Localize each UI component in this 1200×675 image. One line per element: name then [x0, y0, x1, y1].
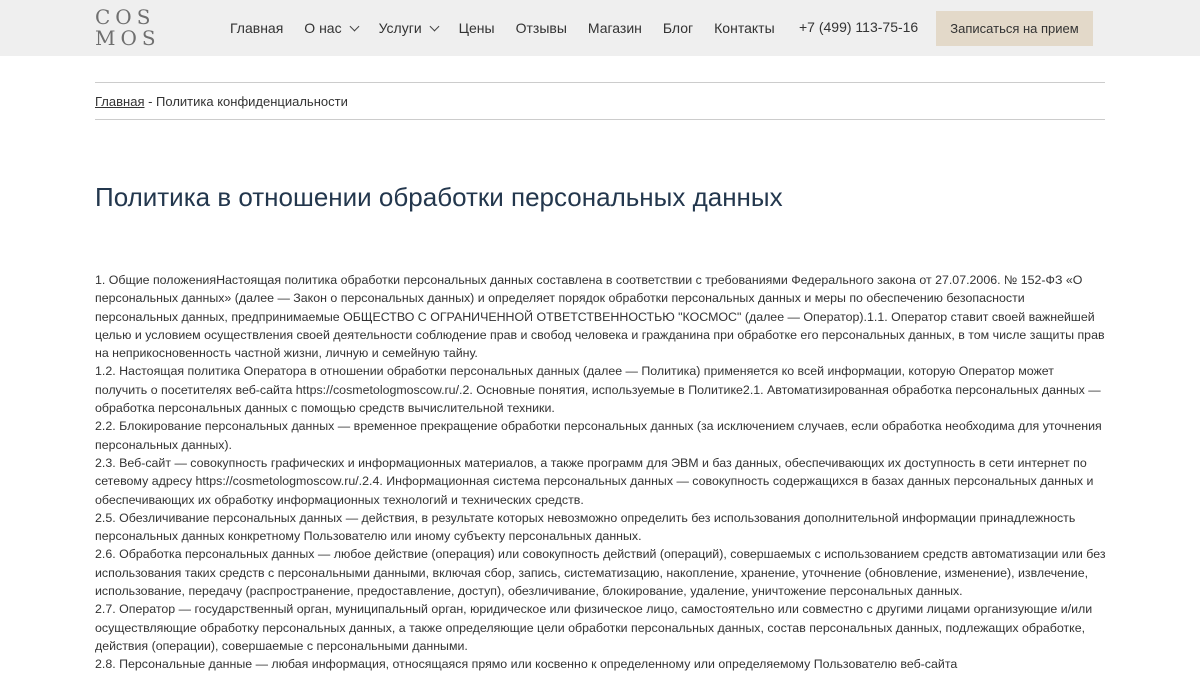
nav-item-reviews[interactable] [516, 20, 567, 36]
nav-item-label: Главная [230, 20, 284, 36]
nav-item-shop[interactable] [588, 20, 642, 36]
policy-paragraph: 2.5. Обезличивание персональных данных — действия, в результате которых невозможно определить без использования дополнительной информации принадлежность персональных данных конкретному Пользователю или иному субъекту персональных данных. [95, 510, 1076, 544]
nav-item-services[interactable] [379, 20, 438, 36]
page-title: Политика в отношении обработки персональных данных [95, 182, 783, 212]
policy-paragraph: 2.3. Веб-сайт — совокупность графических и информационных материалов, а также программ для ЭВМ и баз данных, обеспечивающих их доступность в сети интернет по сетевому адресу https://cosmetologmoscow.ru/.2.4. Информационная система персональных данных — совокупность содержащихся в базах данных персональных данных и обеспечивающих их обработку информационных технологий и технических средств. [95, 455, 1094, 507]
policy-paragraph: 1.2. Настоящая политика Оператора в отношении обработки персональных данных (далее — Политика) применяется ко всей информации, которую Оператор может получить о посетителях веб-сайта https://cosmetologmoscow.ru/.2. Основные понятия, используемые в Политике2.1. Автоматизированная обработка персональных данных — обработка персональных данных с помощью средств вычислительной техники. [95, 364, 1101, 416]
breadcrumb [95, 94, 348, 109]
logo-top-text: COS [95, 5, 156, 29]
site-header [0, 0, 1200, 56]
breadcrumb-divider-bottom [95, 119, 1105, 120]
main-nav [230, 0, 796, 56]
logo-bottom-text: MOS [95, 26, 161, 50]
nav-item-label: Цены [458, 20, 495, 36]
nav-item-blog[interactable] [663, 20, 693, 36]
breadcrumb-home-link[interactable]: Главная [95, 94, 145, 109]
breadcrumb-divider-top [95, 82, 1105, 83]
phone-link[interactable]: +7 (499) 113-75-16 [799, 19, 919, 35]
cosmos-logo[interactable] [95, 7, 161, 49]
book-appointment-button[interactable]: Записаться на прием [936, 11, 1093, 46]
policy-content [95, 271, 1107, 674]
chevron-down-icon [349, 21, 359, 31]
breadcrumb-separator: - [144, 94, 157, 109]
policy-paragraph: 2.8. Персональные данные — любая информация, относящаяся прямо или косвенно к определенному или определяемому Пользователю веб-сайта [95, 657, 958, 672]
chevron-down-icon [429, 21, 439, 31]
nav-item-label: Отзывы [515, 20, 567, 36]
policy-paragraph: 2.6. Обработка персональных данных — любое действие (операция) или совокупность действий (операций), совершаемых с использованием средств автоматизации или без использования таких средств с персональными данными, включая сбор, запись, систематизацию, накопление, хранение, уточнение (обновление, изменение), извлечение, использование, передачу (распространение, предоставление, доступ), обезличивание, блокирование, удаление, уничтожение персональных данных. [95, 547, 1106, 599]
nav-item-prices[interactable] [459, 20, 495, 36]
nav-item-label: Контакты [714, 20, 775, 36]
policy-paragraph: 2.7. Оператор — государственный орган, муниципальный орган, юридическое или физическое лицо, самостоятельно или совместно с другими лицами организующие и/или осуществляющие обработку персональных данных, а также определяющие цели обработки персональных данных, состав персональных данных, подлежащих обработке, действия (операции), совершаемые с персональными данными. [95, 602, 1093, 653]
policy-paragraph: 1. Общие положенияНастоящая политика обработки персональных данных составлена в соответствии с требованиями Федерального закона от 27.07.2006. № 152-ФЗ «О персональных данных» (далее — Закон о персональных данных) и определяет порядок обработки персональных данных и меры по обеспечению безопасности персональных данных, предпринимаемые ОБЩЕСТВО С ОГРАНИЧЕННОЙ ОТВЕТСТВЕННОСТЬЮ "КОСМОС" (далее — Оператор).1.1. Оператор ставит своей важнейшей целью и условием осуществления своей деятельности соблюдение прав и свобод человека и гражданина при обработке его персональных данных, в том числе защиты прав на неприкосновенность частной жизни, личную и семейную тайну. [95, 273, 1105, 361]
nav-item-about[interactable] [304, 20, 357, 36]
breadcrumb-current: Политика конфиденциальности [156, 94, 348, 109]
nav-item-label: О нас [304, 20, 342, 36]
nav-item-label: Блог [662, 20, 694, 36]
nav-item-contacts[interactable] [714, 20, 774, 36]
nav-item-home[interactable] [230, 20, 283, 36]
nav-item-label: Услуги [378, 20, 422, 36]
nav-item-label: Магазин [587, 20, 642, 36]
policy-paragraph: 2.2. Блокирование персональных данных — временное прекращение обработки персональных данных (за исключением случаев, если обработка необходима для уточнения персональных данных). [95, 419, 1102, 452]
